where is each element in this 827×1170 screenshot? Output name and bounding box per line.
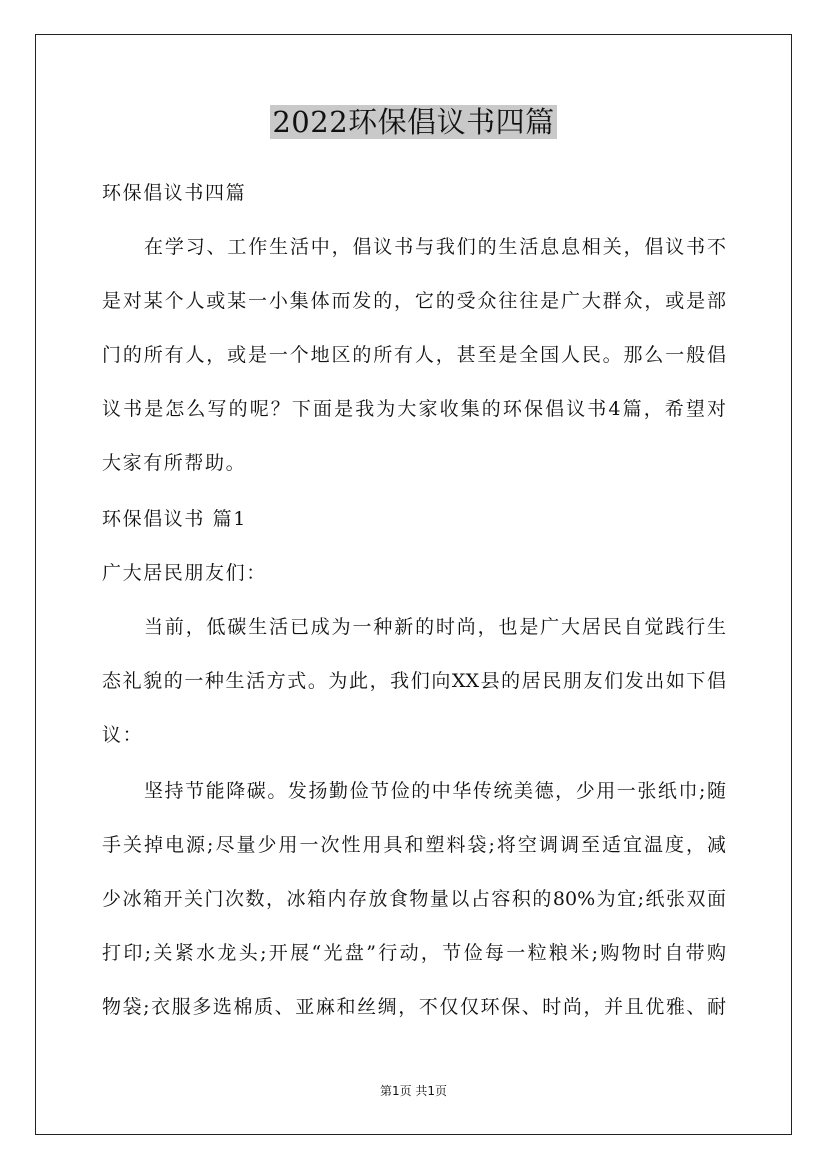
para1-line-3: 议： [102,724,144,746]
para2-line-1: 坚持节能降碳。发扬勤俭节俭的中华传统美德，少用一张纸巾;随 [144,780,726,802]
para2-line-4: 打印;关紧水龙头;开展“光盘”行动，节俭每一粒粮米;购物时自带购 [102,942,726,964]
salutation: 广大居民朋友们： [102,562,267,584]
intro-line-4: 议书是怎么写的呢？下面是我为大家收集的环保倡议书4篇，希望对 [102,398,726,420]
para2-line-5: 物袋;衣服多选棉质、亚麻和丝绸，不仅仅环保、时尚，并且优雅、耐 [102,996,726,1018]
section-heading: 环保倡议书 篇1 [102,508,247,530]
para2-line-3: 少冰箱开关门次数，冰箱内存放食物量以占容积的80%为宜;纸张双面 [102,888,726,910]
para2-line-2: 手关掉电源;尽量少用一次性用具和塑料袋;将空调调至适宜温度，减 [102,834,726,856]
intro-line-1: 在学习、工作生活中，倡议书与我们的生活息息相关，倡议书不 [144,236,726,258]
intro-line-3: 门的所有人，或是一个地区的所有人，甚至是全国人民。那么一般倡 [102,344,726,366]
document-title [0,100,827,144]
document-title-text: 2022环保倡议书四篇 [272,105,555,139]
subtitle: 环保倡议书四篇 [102,182,247,204]
page-footer: 第1页 共1页 [379,1084,448,1098]
para1-line-1: 当前，低碳生活已成为一种新的时尚，也是广大居民自觉践行生 [144,616,726,638]
intro-line-2: 是对某个人或某一小集体而发的，它的受众往往是广大群众，或是部 [102,290,726,312]
intro-line-5: 大家有所帮助。 [102,452,247,474]
para1-line-2: 态礼貌的一种生活方式。为此，我们向XX县的居民朋友们发出如下倡 [102,670,726,692]
